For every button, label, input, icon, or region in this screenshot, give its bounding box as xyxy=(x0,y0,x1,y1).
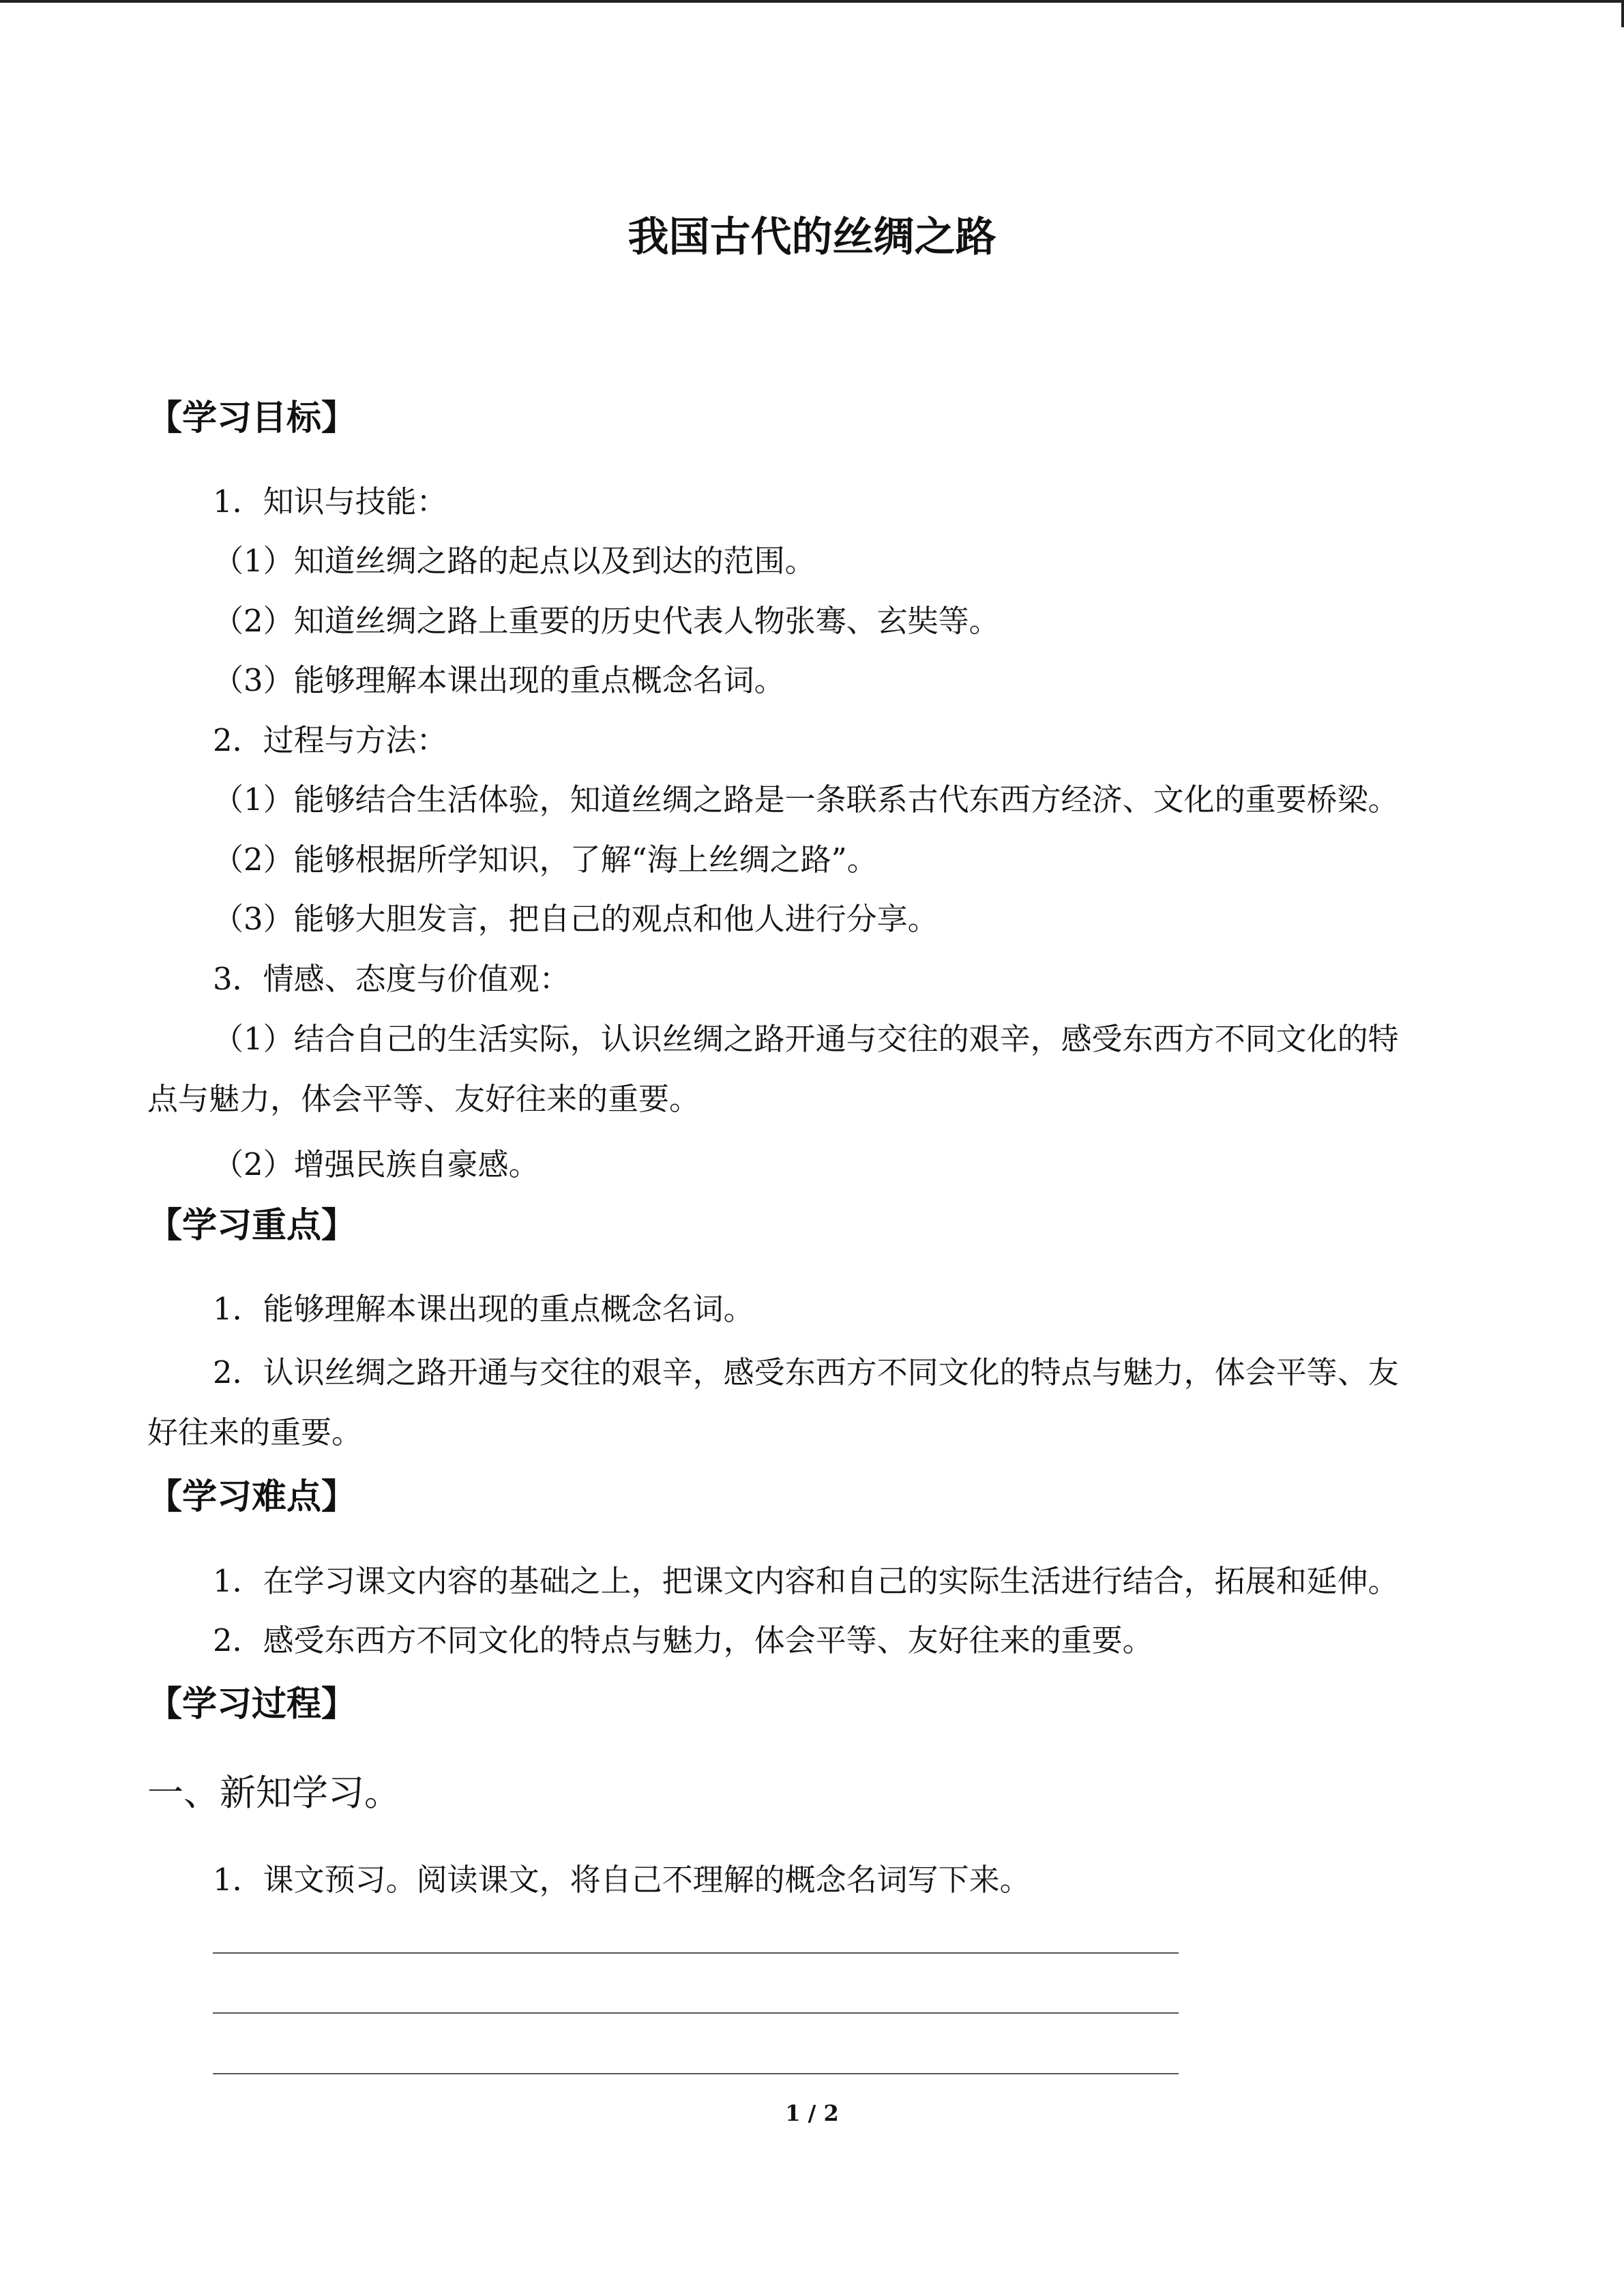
page-top-border xyxy=(0,0,1624,3)
goal-emotion-item: （2）增强民族自豪感。 xyxy=(213,1146,540,1182)
key-point-item: 2．认识丝绸之路开通与交往的艰辛，感受东西方不同文化的特点与魅力，体会平等、友 xyxy=(213,1354,1399,1390)
difficulty-item: 1．在学习课文内容的基础之上，把课文内容和自己的实际生活进行结合，拓展和延伸。 xyxy=(213,1563,1399,1599)
section-heading-difficulties: 【学习难点】 xyxy=(147,1477,357,1517)
key-point-item-continued: 好往来的重要。 xyxy=(147,1414,363,1450)
goal-process-item: （1）能够结合生活体验，知道丝绸之路是一条联系古代东西方经济、文化的重要桥梁。 xyxy=(213,781,1399,818)
answer-line-3[interactable] xyxy=(213,2073,1179,2074)
page-number: 1 / 2 xyxy=(785,2100,839,2126)
section-heading-process: 【学习过程】 xyxy=(147,1684,357,1725)
goal-process-item: （2）能够根据所学知识，了解“海上丝绸之路”。 xyxy=(213,841,878,878)
difficulty-item: 2．感受东西方不同文化的特点与魅力，体会平等、友好往来的重要。 xyxy=(213,1622,1153,1658)
goal-emotion-title: 3．情感、态度与价值观： xyxy=(213,961,570,997)
goal-knowledge-item: （3）能够理解本课出现的重点概念名词。 xyxy=(213,662,785,698)
goal-emotion-item: （1）结合自己的生活实际，认识丝绸之路开通与交往的艰辛，感受东西方不同文化的特 xyxy=(213,1021,1399,1057)
goal-process-item: （3）能够大胆发言，把自己的观点和他人进行分享。 xyxy=(213,901,939,937)
goal-knowledge-item: （1）知道丝绸之路的起点以及到达的范围。 xyxy=(213,543,816,579)
section-heading-key-points: 【学习重点】 xyxy=(147,1206,357,1246)
process-task: 1．课文预习。阅读课文，将自己不理解的概念名词写下来。 xyxy=(213,1862,1031,1898)
page-right-border xyxy=(1621,0,1624,27)
document-title: 我国古代的丝绸之路 xyxy=(628,213,996,261)
process-part-title: 一、新知学习。 xyxy=(147,1772,400,1814)
answer-line-2[interactable] xyxy=(213,2012,1179,2014)
answer-line-1[interactable] xyxy=(213,1952,1179,1954)
goal-knowledge-item: （2）知道丝绸之路上重要的历史代表人物张骞、玄奘等。 xyxy=(213,603,1000,639)
key-point-item: 1．能够理解本课出现的重点概念名词。 xyxy=(213,1291,754,1327)
goal-knowledge-title: 1．知识与技能： xyxy=(213,483,447,520)
goal-emotion-item-continued: 点与魅力，体会平等、友好往来的重要。 xyxy=(147,1081,700,1117)
goal-process-title: 2．过程与方法： xyxy=(213,722,447,758)
section-heading-goals: 【学习目标】 xyxy=(147,398,357,438)
